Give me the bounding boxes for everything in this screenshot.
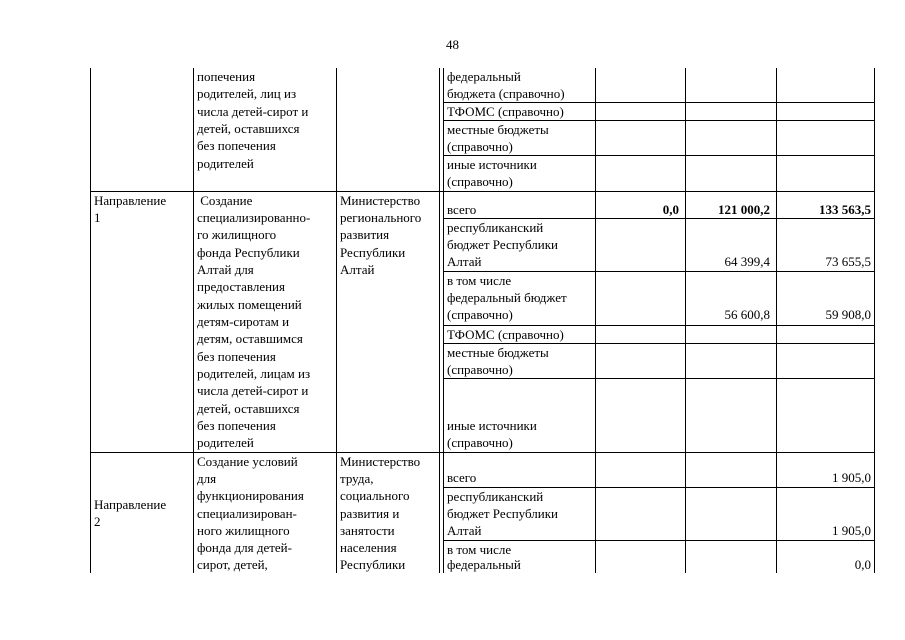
- source-label: республиканский: [447, 489, 544, 504]
- cell-text: специализирован-: [197, 506, 297, 521]
- source-label: ТФОМС (справочно): [447, 327, 564, 342]
- source-label: федеральный: [447, 69, 521, 84]
- table-vline: [685, 68, 686, 573]
- cell-text: без попечения: [197, 138, 276, 153]
- cell-text: Создание условий: [197, 454, 298, 469]
- source-label: (справочно): [447, 435, 513, 450]
- cell-text: фонда Республики: [197, 245, 300, 260]
- source-label: местные бюджеты: [447, 122, 549, 137]
- cell-text: детей, оставшихся: [197, 401, 300, 416]
- cell-text: жилых помещений: [197, 297, 302, 312]
- cell-text: населения: [340, 540, 397, 555]
- value-cell: 59 908,0: [825, 307, 871, 322]
- table-vline: [874, 68, 875, 573]
- cell-text: 1: [94, 210, 101, 225]
- source-label: Алтай: [447, 254, 482, 269]
- value-cell: 1 905,0: [832, 470, 871, 485]
- value-cell: 64 399,4: [724, 254, 770, 269]
- cell-text: го жилищного: [197, 227, 277, 242]
- table-vline: [193, 68, 194, 573]
- cell-text: Направление: [94, 193, 167, 208]
- cell-text: 2: [94, 514, 101, 529]
- cell-text: Министерство: [340, 193, 421, 208]
- source-label: всего: [447, 470, 477, 485]
- source-label: федеральный: [447, 557, 521, 572]
- page-number: 48: [446, 37, 459, 52]
- cell-text: родителей: [197, 435, 254, 450]
- source-label: республиканский: [447, 220, 544, 235]
- source-label: (справочно): [447, 139, 513, 154]
- cell-text: Создание: [197, 193, 253, 208]
- table-vline: [336, 68, 337, 573]
- table-vline: [595, 68, 596, 573]
- value-cell: 0,0: [854, 557, 871, 572]
- source-label: иные источники: [447, 157, 537, 172]
- table-vline: [443, 68, 444, 573]
- source-label: Алтай: [447, 523, 482, 538]
- cell-text: регионального: [340, 210, 422, 225]
- cell-text: фонда для детей-: [197, 540, 292, 555]
- source-label: в том числе: [447, 542, 512, 557]
- table-vline: [439, 68, 440, 573]
- value-cell: 1 905,0: [832, 523, 871, 538]
- cell-text: социального: [340, 488, 410, 503]
- cell-text: Республики: [340, 245, 406, 260]
- cell-text: Республики: [340, 557, 406, 572]
- source-label: (справочно): [447, 174, 513, 189]
- value-cell: 56 600,8: [724, 307, 770, 322]
- cell-text: для: [197, 471, 217, 486]
- source-label: иные источники: [447, 418, 537, 433]
- cell-text: детям, оставшимся: [197, 331, 303, 346]
- cell-text: попечения: [197, 69, 256, 84]
- cell-text: родителей, лицам из: [197, 366, 311, 381]
- cell-text: числа детей-сирот и: [197, 383, 309, 398]
- cell-text: числа детей-сирот и: [197, 104, 309, 119]
- source-label: (справочно): [447, 307, 513, 322]
- table-vline: [90, 68, 91, 573]
- cell-text: Министерство: [340, 454, 421, 469]
- cell-text: детей, оставшихся: [197, 121, 300, 136]
- cell-text: развития: [340, 227, 390, 242]
- table-vline: [776, 68, 777, 573]
- value-cell: 73 655,5: [825, 254, 871, 269]
- source-label: бюджет Республики: [447, 506, 559, 521]
- cell-text: детям-сиротам и: [197, 314, 290, 329]
- value-cell: 0,0: [662, 202, 679, 217]
- cell-text: родителей, лиц из: [197, 86, 297, 101]
- cell-text: ного жилищного: [197, 523, 290, 538]
- cell-text: Алтай для: [197, 262, 254, 277]
- value-cell: 133 563,5: [819, 202, 871, 217]
- source-label: всего: [447, 202, 477, 217]
- source-label: федеральный бюджет: [447, 290, 567, 305]
- cell-text: без попечения: [197, 418, 276, 433]
- cell-text: Алтай: [340, 262, 375, 277]
- cell-text: развития и: [340, 506, 400, 521]
- cell-text: родителей: [197, 156, 254, 171]
- cell-text: без попечения: [197, 349, 276, 364]
- source-label: бюджета (справочно): [447, 86, 565, 101]
- source-label: (справочно): [447, 362, 513, 377]
- cell-text: функционирования: [197, 488, 304, 503]
- source-label: ТФОМС (справочно): [447, 104, 564, 119]
- source-label: местные бюджеты: [447, 345, 549, 360]
- cell-text: предоставления: [197, 279, 285, 294]
- cell-text: труда,: [340, 471, 374, 486]
- source-label: бюджет Республики: [447, 237, 559, 252]
- value-cell: 121 000,2: [718, 202, 770, 217]
- cell-text: занятости: [340, 523, 395, 538]
- source-label: в том числе: [447, 273, 512, 288]
- cell-text: Направление: [94, 497, 167, 512]
- cell-text: сирот, детей,: [197, 557, 268, 572]
- cell-text: специализированно-: [197, 210, 311, 225]
